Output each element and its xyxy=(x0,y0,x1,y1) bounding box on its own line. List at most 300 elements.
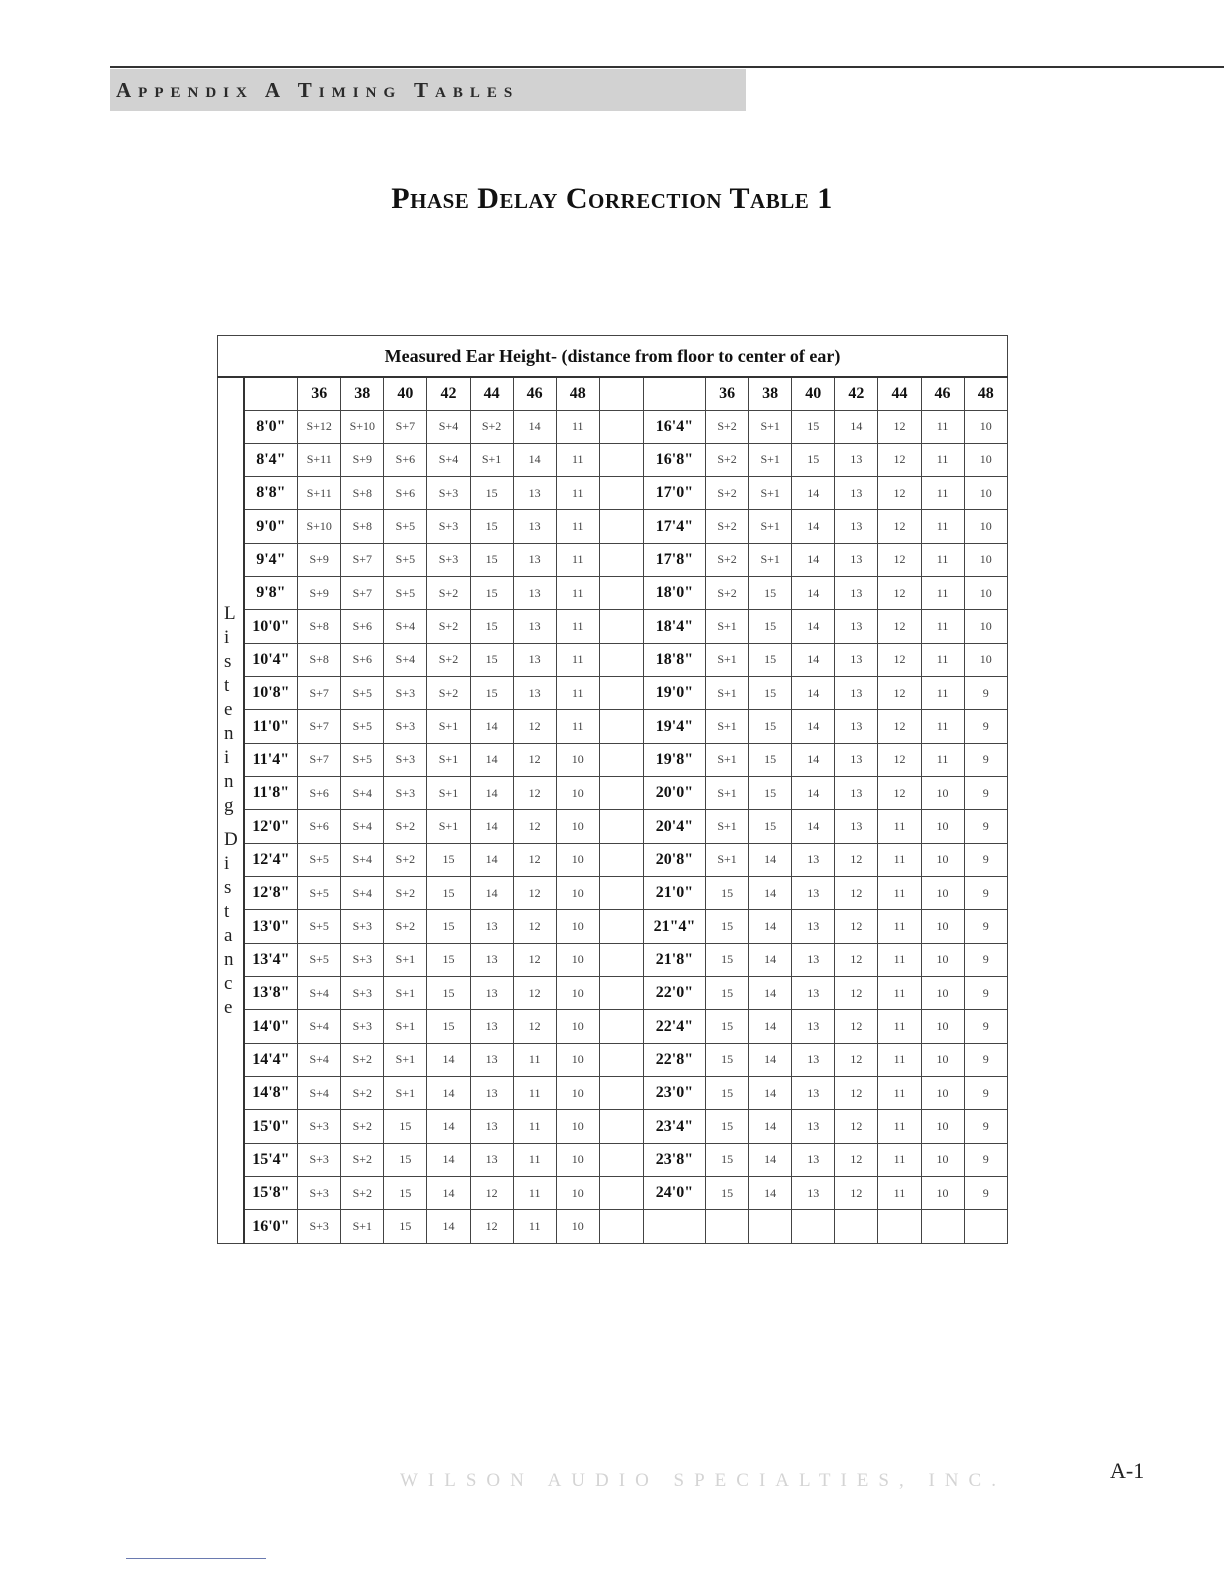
left-value-cell: 10 xyxy=(556,977,599,1010)
right-value-cell: 10 xyxy=(921,777,964,810)
right-value-cell: 12 xyxy=(878,510,921,543)
left-value-cell: S+1 xyxy=(384,1077,427,1110)
right-value-cell: 13 xyxy=(792,1077,835,1110)
left-value-cell: 14 xyxy=(470,810,513,843)
separator-cell xyxy=(599,510,643,543)
side-label-letter: i xyxy=(224,626,230,648)
separator-cell xyxy=(599,977,643,1010)
right-empty-cell xyxy=(964,1210,1007,1244)
right-value-cell: 14 xyxy=(835,410,878,443)
left-value-cell: S+5 xyxy=(341,710,384,743)
left-value-cell: S+3 xyxy=(341,910,384,943)
left-value-cell: S+1 xyxy=(427,710,470,743)
right-value-cell: 13 xyxy=(835,810,878,843)
right-value-cell: 13 xyxy=(835,710,878,743)
table-heading: Measured Ear Height- (distance from floor to center of ear) xyxy=(218,336,1008,378)
separator-cell xyxy=(599,1143,643,1176)
left-value-cell: 15 xyxy=(470,543,513,576)
separator-cell xyxy=(599,810,643,843)
left-value-cell: 11 xyxy=(513,1043,556,1076)
right-value-cell: 15 xyxy=(706,943,749,976)
right-value-cell: 10 xyxy=(921,1077,964,1110)
right-column-header: 42 xyxy=(835,377,878,410)
left-distance-cell: 8'8" xyxy=(244,477,298,510)
right-value-cell: 10 xyxy=(964,643,1007,676)
right-column-header: 40 xyxy=(792,377,835,410)
right-value-cell: 11 xyxy=(921,443,964,476)
left-value-cell: 14 xyxy=(427,1177,470,1210)
left-distance-cell: 16'0" xyxy=(244,1210,298,1244)
table-row xyxy=(218,1210,1008,1244)
right-value-cell: S+1 xyxy=(706,643,749,676)
left-value-cell: 10 xyxy=(556,877,599,910)
right-value-cell: 13 xyxy=(835,577,878,610)
right-value-cell: 10 xyxy=(921,877,964,910)
left-value-cell: 11 xyxy=(513,1077,556,1110)
left-value-cell: S+7 xyxy=(341,543,384,576)
left-value-cell: 12 xyxy=(513,710,556,743)
left-value-cell: 14 xyxy=(470,743,513,776)
left-value-cell: S+5 xyxy=(298,910,341,943)
separator-cell xyxy=(599,1210,643,1244)
right-value-cell: 11 xyxy=(921,677,964,710)
right-value-cell: 10 xyxy=(921,843,964,876)
separator-cell xyxy=(599,643,643,676)
right-value-cell: 15 xyxy=(749,577,792,610)
right-value-cell: 13 xyxy=(792,977,835,1010)
right-value-cell: 15 xyxy=(706,1177,749,1210)
left-value-cell: S+4 xyxy=(341,777,384,810)
left-value-cell: 15 xyxy=(427,843,470,876)
left-value-cell: S+11 xyxy=(298,477,341,510)
left-value-cell: S+5 xyxy=(384,543,427,576)
right-distance-cell: 17'4" xyxy=(643,510,705,543)
side-label-letter: n xyxy=(224,770,234,792)
right-value-cell: S+2 xyxy=(706,443,749,476)
right-value-cell: S+1 xyxy=(706,777,749,810)
left-distance-cell: 14'4" xyxy=(244,1043,298,1076)
left-value-cell: 11 xyxy=(556,543,599,576)
left-value-cell: 13 xyxy=(470,910,513,943)
left-value-cell: S+3 xyxy=(298,1110,341,1143)
left-value-cell: 10 xyxy=(556,777,599,810)
left-value-cell: S+4 xyxy=(341,877,384,910)
right-value-cell: 14 xyxy=(792,477,835,510)
left-value-cell: S+3 xyxy=(298,1143,341,1176)
right-distance-cell: 19'0" xyxy=(643,677,705,710)
right-value-cell: 15 xyxy=(706,1010,749,1043)
right-value-cell: 12 xyxy=(878,410,921,443)
left-value-cell: 15 xyxy=(470,477,513,510)
side-label-letter: n xyxy=(224,948,234,970)
right-value-cell: 13 xyxy=(792,910,835,943)
right-value-cell: 14 xyxy=(749,877,792,910)
left-value-cell: 11 xyxy=(513,1143,556,1176)
right-value-cell: 13 xyxy=(792,843,835,876)
left-value-cell: S+4 xyxy=(427,443,470,476)
left-distance-cell: 15'8" xyxy=(244,1177,298,1210)
right-value-cell: 13 xyxy=(835,743,878,776)
right-value-cell: 11 xyxy=(921,643,964,676)
left-value-cell: S+3 xyxy=(298,1210,341,1244)
separator-cell xyxy=(599,877,643,910)
right-value-cell: 9 xyxy=(964,1177,1007,1210)
left-distance-cell: 11'0" xyxy=(244,710,298,743)
left-value-cell: 13 xyxy=(470,1010,513,1043)
table-row xyxy=(218,577,1008,610)
side-label-letter: n xyxy=(224,722,234,744)
right-value-cell: S+1 xyxy=(706,677,749,710)
right-value-cell: 12 xyxy=(878,477,921,510)
side-label-letter: g xyxy=(224,794,234,816)
right-value-cell: 12 xyxy=(878,743,921,776)
right-value-cell: 15 xyxy=(792,443,835,476)
left-distance-cell: 11'4" xyxy=(244,743,298,776)
right-value-cell: 14 xyxy=(749,943,792,976)
left-value-cell: 11 xyxy=(513,1177,556,1210)
left-value-cell: 13 xyxy=(470,943,513,976)
left-distance-cell: 15'0" xyxy=(244,1110,298,1143)
left-column-header: 44 xyxy=(470,377,513,410)
left-value-cell: S+2 xyxy=(427,643,470,676)
separator-cell xyxy=(599,943,643,976)
right-value-cell: 10 xyxy=(921,1110,964,1143)
left-distance-cell: 10'0" xyxy=(244,610,298,643)
left-value-cell: 13 xyxy=(513,543,556,576)
page-title: Phase Delay Correction Table 1 xyxy=(391,182,833,215)
right-value-cell: 13 xyxy=(792,877,835,910)
left-value-cell: S+10 xyxy=(341,410,384,443)
right-value-cell: 11 xyxy=(921,710,964,743)
left-value-cell: 10 xyxy=(556,910,599,943)
left-value-cell: S+2 xyxy=(384,843,427,876)
left-value-cell: S+2 xyxy=(341,1110,384,1143)
right-value-cell: 10 xyxy=(921,910,964,943)
left-value-cell: S+6 xyxy=(298,810,341,843)
right-distance-cell: 18'0" xyxy=(643,577,705,610)
left-value-cell: 12 xyxy=(513,810,556,843)
right-value-cell: 9 xyxy=(964,1010,1007,1043)
right-value-cell: 12 xyxy=(835,910,878,943)
left-distance-cell: 14'8" xyxy=(244,1077,298,1110)
left-value-cell: S+7 xyxy=(298,743,341,776)
right-value-cell: 12 xyxy=(878,643,921,676)
right-value-cell: 13 xyxy=(792,1143,835,1176)
footer-rule xyxy=(126,1558,266,1559)
right-value-cell: 14 xyxy=(792,577,835,610)
left-value-cell: S+2 xyxy=(427,677,470,710)
right-value-cell: 11 xyxy=(878,1043,921,1076)
left-value-cell: S+3 xyxy=(384,710,427,743)
left-value-cell: 15 xyxy=(384,1110,427,1143)
left-value-cell: S+7 xyxy=(298,677,341,710)
right-value-cell: 14 xyxy=(792,643,835,676)
left-value-cell: S+4 xyxy=(427,410,470,443)
left-value-cell: S+3 xyxy=(341,943,384,976)
left-value-cell: S+4 xyxy=(298,1010,341,1043)
right-value-cell: 9 xyxy=(964,810,1007,843)
right-value-cell: 12 xyxy=(835,1143,878,1176)
left-value-cell: 12 xyxy=(513,910,556,943)
left-value-cell: S+3 xyxy=(298,1177,341,1210)
right-value-cell: 9 xyxy=(964,1043,1007,1076)
left-value-cell: S+2 xyxy=(427,577,470,610)
left-value-cell: 15 xyxy=(427,977,470,1010)
left-distance-cell: 13'4" xyxy=(244,943,298,976)
right-value-cell: 11 xyxy=(878,1177,921,1210)
right-value-cell: 9 xyxy=(964,677,1007,710)
left-value-cell: 11 xyxy=(556,510,599,543)
left-value-cell: 10 xyxy=(556,1010,599,1043)
right-value-cell: 12 xyxy=(835,1043,878,1076)
left-value-cell: S+2 xyxy=(341,1177,384,1210)
left-value-cell: 10 xyxy=(556,1077,599,1110)
left-value-cell: 14 xyxy=(470,843,513,876)
left-value-cell: 13 xyxy=(513,610,556,643)
right-value-cell: S+1 xyxy=(749,510,792,543)
separator-cell xyxy=(599,477,643,510)
right-value-cell: 12 xyxy=(835,1010,878,1043)
right-distance-cell: 16'4" xyxy=(643,410,705,443)
right-value-cell: 11 xyxy=(878,810,921,843)
table-heading-row xyxy=(218,336,1008,378)
left-value-cell: S+2 xyxy=(341,1077,384,1110)
right-value-cell: 11 xyxy=(878,877,921,910)
left-distance-cell: 14'0" xyxy=(244,1010,298,1043)
left-value-cell: S+3 xyxy=(384,677,427,710)
left-value-cell: 14 xyxy=(470,777,513,810)
right-value-cell: 11 xyxy=(878,1110,921,1143)
left-value-cell: 10 xyxy=(556,943,599,976)
left-value-cell: S+5 xyxy=(298,943,341,976)
right-value-cell: 10 xyxy=(964,577,1007,610)
separator-cell xyxy=(599,410,643,443)
right-distance-cell: 22'4" xyxy=(643,1010,705,1043)
right-value-cell: S+1 xyxy=(706,810,749,843)
right-value-cell: S+2 xyxy=(706,477,749,510)
company-footer: WILSON AUDIO SPECIALTIES, INC. xyxy=(400,1470,1006,1491)
right-value-cell: 15 xyxy=(749,710,792,743)
right-value-cell: 10 xyxy=(921,1143,964,1176)
appendix-label: Appendix A Timing Tables xyxy=(116,77,520,102)
right-value-cell: 12 xyxy=(878,710,921,743)
left-value-cell: S+4 xyxy=(384,610,427,643)
left-value-cell: 11 xyxy=(556,610,599,643)
right-value-cell: 14 xyxy=(792,543,835,576)
right-value-cell: 13 xyxy=(835,777,878,810)
right-value-cell: 10 xyxy=(964,510,1007,543)
table-row xyxy=(218,1010,1008,1043)
right-value-cell: 14 xyxy=(792,610,835,643)
separator-cell xyxy=(599,377,643,410)
left-value-cell: 13 xyxy=(513,677,556,710)
right-value-cell: 12 xyxy=(878,443,921,476)
left-value-cell: 12 xyxy=(470,1210,513,1244)
right-value-cell: 9 xyxy=(964,910,1007,943)
table-row xyxy=(218,977,1008,1010)
left-value-cell: 11 xyxy=(556,443,599,476)
left-value-cell: S+12 xyxy=(298,410,341,443)
right-value-cell: 9 xyxy=(964,743,1007,776)
right-value-cell: S+2 xyxy=(706,577,749,610)
right-value-cell: 14 xyxy=(749,1010,792,1043)
right-distance-cell: 16'8" xyxy=(643,443,705,476)
right-value-cell: 11 xyxy=(921,510,964,543)
left-value-cell: S+8 xyxy=(298,643,341,676)
left-value-cell: S+1 xyxy=(427,810,470,843)
right-value-cell: 10 xyxy=(921,810,964,843)
left-value-cell: 12 xyxy=(513,877,556,910)
right-distance-cell: 19'8" xyxy=(643,743,705,776)
right-value-cell: 12 xyxy=(835,877,878,910)
left-value-cell: 14 xyxy=(513,443,556,476)
left-value-cell: 11 xyxy=(556,677,599,710)
right-value-cell: S+1 xyxy=(749,410,792,443)
table-row xyxy=(218,1043,1008,1076)
right-value-cell: 14 xyxy=(792,510,835,543)
right-value-cell: S+1 xyxy=(749,443,792,476)
right-distance-cell: 21'8" xyxy=(643,943,705,976)
right-corner-cell xyxy=(643,377,705,410)
right-value-cell: 14 xyxy=(792,777,835,810)
right-distance-cell: 24'0" xyxy=(643,1177,705,1210)
left-value-cell: S+7 xyxy=(384,410,427,443)
left-value-cell: S+3 xyxy=(341,1010,384,1043)
left-corner-cell xyxy=(244,377,298,410)
right-value-cell: 13 xyxy=(835,443,878,476)
left-value-cell: 12 xyxy=(470,1177,513,1210)
side-label-letter: e xyxy=(224,698,233,720)
right-column-header: 36 xyxy=(706,377,749,410)
table-row xyxy=(218,1143,1008,1176)
left-value-cell: S+4 xyxy=(298,1043,341,1076)
separator-cell xyxy=(599,1010,643,1043)
table-row xyxy=(218,743,1008,776)
separator-cell xyxy=(599,710,643,743)
right-value-cell: 13 xyxy=(835,677,878,710)
left-column-header: 48 xyxy=(556,377,599,410)
left-value-cell: S+1 xyxy=(384,943,427,976)
right-empty-cell xyxy=(921,1210,964,1244)
right-distance-cell: 20'0" xyxy=(643,777,705,810)
right-value-cell: 11 xyxy=(878,843,921,876)
right-value-cell: 13 xyxy=(835,543,878,576)
left-value-cell: 11 xyxy=(556,643,599,676)
left-value-cell: 14 xyxy=(470,877,513,910)
left-value-cell: S+6 xyxy=(384,477,427,510)
left-value-cell: 15 xyxy=(384,1177,427,1210)
left-value-cell: S+5 xyxy=(384,510,427,543)
right-value-cell: 12 xyxy=(835,1177,878,1210)
left-value-cell: 15 xyxy=(470,510,513,543)
right-value-cell: 11 xyxy=(921,577,964,610)
right-value-cell: 14 xyxy=(792,710,835,743)
left-value-cell: S+6 xyxy=(384,443,427,476)
side-label-stack xyxy=(224,602,243,1020)
left-distance-cell: 11'8" xyxy=(244,777,298,810)
left-value-cell: 13 xyxy=(513,477,556,510)
left-distance-cell: 9'8" xyxy=(244,577,298,610)
left-value-cell: 13 xyxy=(470,1110,513,1143)
right-value-cell: 14 xyxy=(749,977,792,1010)
left-column-header: 46 xyxy=(513,377,556,410)
right-value-cell: 12 xyxy=(835,977,878,1010)
left-value-cell: S+1 xyxy=(384,1043,427,1076)
right-value-cell: 14 xyxy=(792,677,835,710)
left-value-cell: S+4 xyxy=(298,977,341,1010)
right-value-cell: 13 xyxy=(792,943,835,976)
left-value-cell: S+5 xyxy=(298,877,341,910)
side-label-letter: e xyxy=(224,996,233,1018)
left-value-cell: S+1 xyxy=(384,1010,427,1043)
right-value-cell: S+1 xyxy=(749,477,792,510)
table-row xyxy=(218,543,1008,576)
left-value-cell: 11 xyxy=(513,1210,556,1244)
separator-cell xyxy=(599,577,643,610)
right-distance-cell: 18'8" xyxy=(643,643,705,676)
right-value-cell: 14 xyxy=(749,1110,792,1143)
table-row xyxy=(218,643,1008,676)
left-value-cell: 10 xyxy=(556,1210,599,1244)
left-value-cell: 10 xyxy=(556,1177,599,1210)
right-value-cell: 9 xyxy=(964,710,1007,743)
left-column-header: 42 xyxy=(427,377,470,410)
right-value-cell: 15 xyxy=(706,1077,749,1110)
left-value-cell: 14 xyxy=(427,1077,470,1110)
separator-cell xyxy=(599,1043,643,1076)
right-value-cell: 11 xyxy=(878,977,921,1010)
right-value-cell: 15 xyxy=(706,977,749,1010)
left-value-cell: S+4 xyxy=(341,843,384,876)
left-value-cell: S+1 xyxy=(384,977,427,1010)
right-value-cell: 14 xyxy=(749,910,792,943)
left-value-cell: S+3 xyxy=(384,777,427,810)
right-value-cell: 13 xyxy=(792,1043,835,1076)
left-value-cell: S+2 xyxy=(341,1143,384,1176)
right-empty-cell xyxy=(749,1210,792,1244)
right-value-cell: 15 xyxy=(706,877,749,910)
right-value-cell: 11 xyxy=(878,1143,921,1176)
left-value-cell: S+2 xyxy=(384,910,427,943)
table-row xyxy=(218,710,1008,743)
right-value-cell: 14 xyxy=(749,1177,792,1210)
table-row xyxy=(218,877,1008,910)
right-value-cell: 10 xyxy=(964,410,1007,443)
left-value-cell: S+8 xyxy=(341,510,384,543)
right-value-cell: 15 xyxy=(749,610,792,643)
right-value-cell: 12 xyxy=(835,943,878,976)
separator-cell xyxy=(599,1077,643,1110)
right-value-cell: 11 xyxy=(921,410,964,443)
header-rule xyxy=(110,66,1224,68)
side-label-listening-distance xyxy=(218,377,244,1244)
left-value-cell: 13 xyxy=(513,510,556,543)
left-distance-cell: 10'4" xyxy=(244,643,298,676)
separator-cell xyxy=(599,910,643,943)
right-value-cell: 13 xyxy=(792,1177,835,1210)
left-value-cell: 10 xyxy=(556,1110,599,1143)
right-value-cell: 13 xyxy=(792,1110,835,1143)
table-row xyxy=(218,1110,1008,1143)
left-distance-cell: 12'4" xyxy=(244,843,298,876)
left-value-cell: 15 xyxy=(427,877,470,910)
left-distance-cell: 8'0" xyxy=(244,410,298,443)
right-value-cell: 10 xyxy=(964,443,1007,476)
right-value-cell: 11 xyxy=(878,1010,921,1043)
right-value-cell: 15 xyxy=(706,910,749,943)
correction-table-container xyxy=(217,335,1008,1244)
left-value-cell: S+1 xyxy=(341,1210,384,1244)
